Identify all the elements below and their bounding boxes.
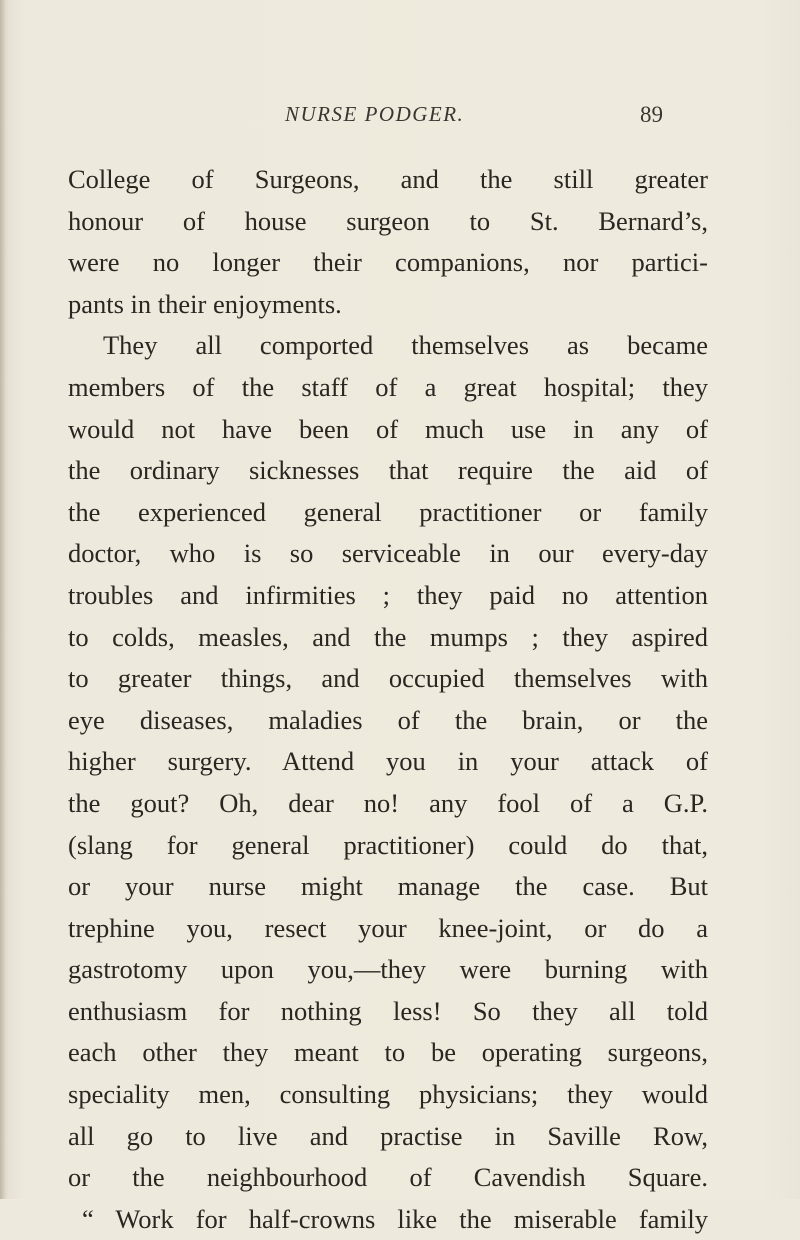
text-line: or your nurse might manage the case. But <box>68 871 708 902</box>
text-line: enthusiasm for nothing less! So they all told <box>68 995 708 1026</box>
text-line: pants in their enjoyments. <box>68 288 342 319</box>
body-text <box>68 159 708 1240</box>
text-line: trephine you, resect your knee-joint, or do a <box>68 912 708 943</box>
text-line: honour of house surgeon to St. Bernard’s, <box>68 205 708 236</box>
text-line: “ Work for half-crowns like the miserable family <box>82 1203 708 1234</box>
text-line: speciality men, consulting physicians; they would <box>68 1079 708 1110</box>
text-line: to greater things, and occupied themselves with <box>68 663 708 694</box>
text-line: College of Surgeons, and the still greater <box>68 164 708 194</box>
text-line: to colds, measles, and the mumps ; they aspired <box>68 621 708 652</box>
text-line: all go to live and practise in Saville Row, <box>68 1120 708 1151</box>
text-line: eye diseases, maladies of the brain, or the <box>68 704 708 735</box>
text-line: troubles and infirmities ; they paid no attention <box>68 579 708 610</box>
text-line: the gout? Oh, dear no! any fool of a G.P. <box>68 787 708 818</box>
text-line: or the neighbourhood of Cavendish Square. <box>68 1162 708 1193</box>
running-head <box>0 100 800 136</box>
text-line: each other they meant to be operating surgeons, <box>68 1037 708 1068</box>
text-line: higher surgery. Attend you in your attack of <box>68 746 708 777</box>
spine-shadow <box>0 0 6 1199</box>
text-line: They all comported themselves as became <box>103 330 708 361</box>
text-line: (slang for general practitioner) could do that, <box>68 829 708 860</box>
text-line: would not have been of much use in any of <box>68 413 708 444</box>
text-line: members of the staff of a great hospital; they <box>68 371 708 402</box>
text-line: were no longer their companions, nor partici- <box>68 247 708 278</box>
text-line: the ordinary sicknesses that require the aid of <box>68 455 708 486</box>
page-number: 89 <box>640 102 663 127</box>
text-line: doctor, who is so serviceable in our every-day <box>68 538 708 569</box>
running-title: NURSE PODGER. <box>285 102 465 126</box>
text-line: the experienced general practitioner or family <box>68 496 708 527</box>
text-line: gastrotomy upon you,—they were burning with <box>68 954 708 985</box>
